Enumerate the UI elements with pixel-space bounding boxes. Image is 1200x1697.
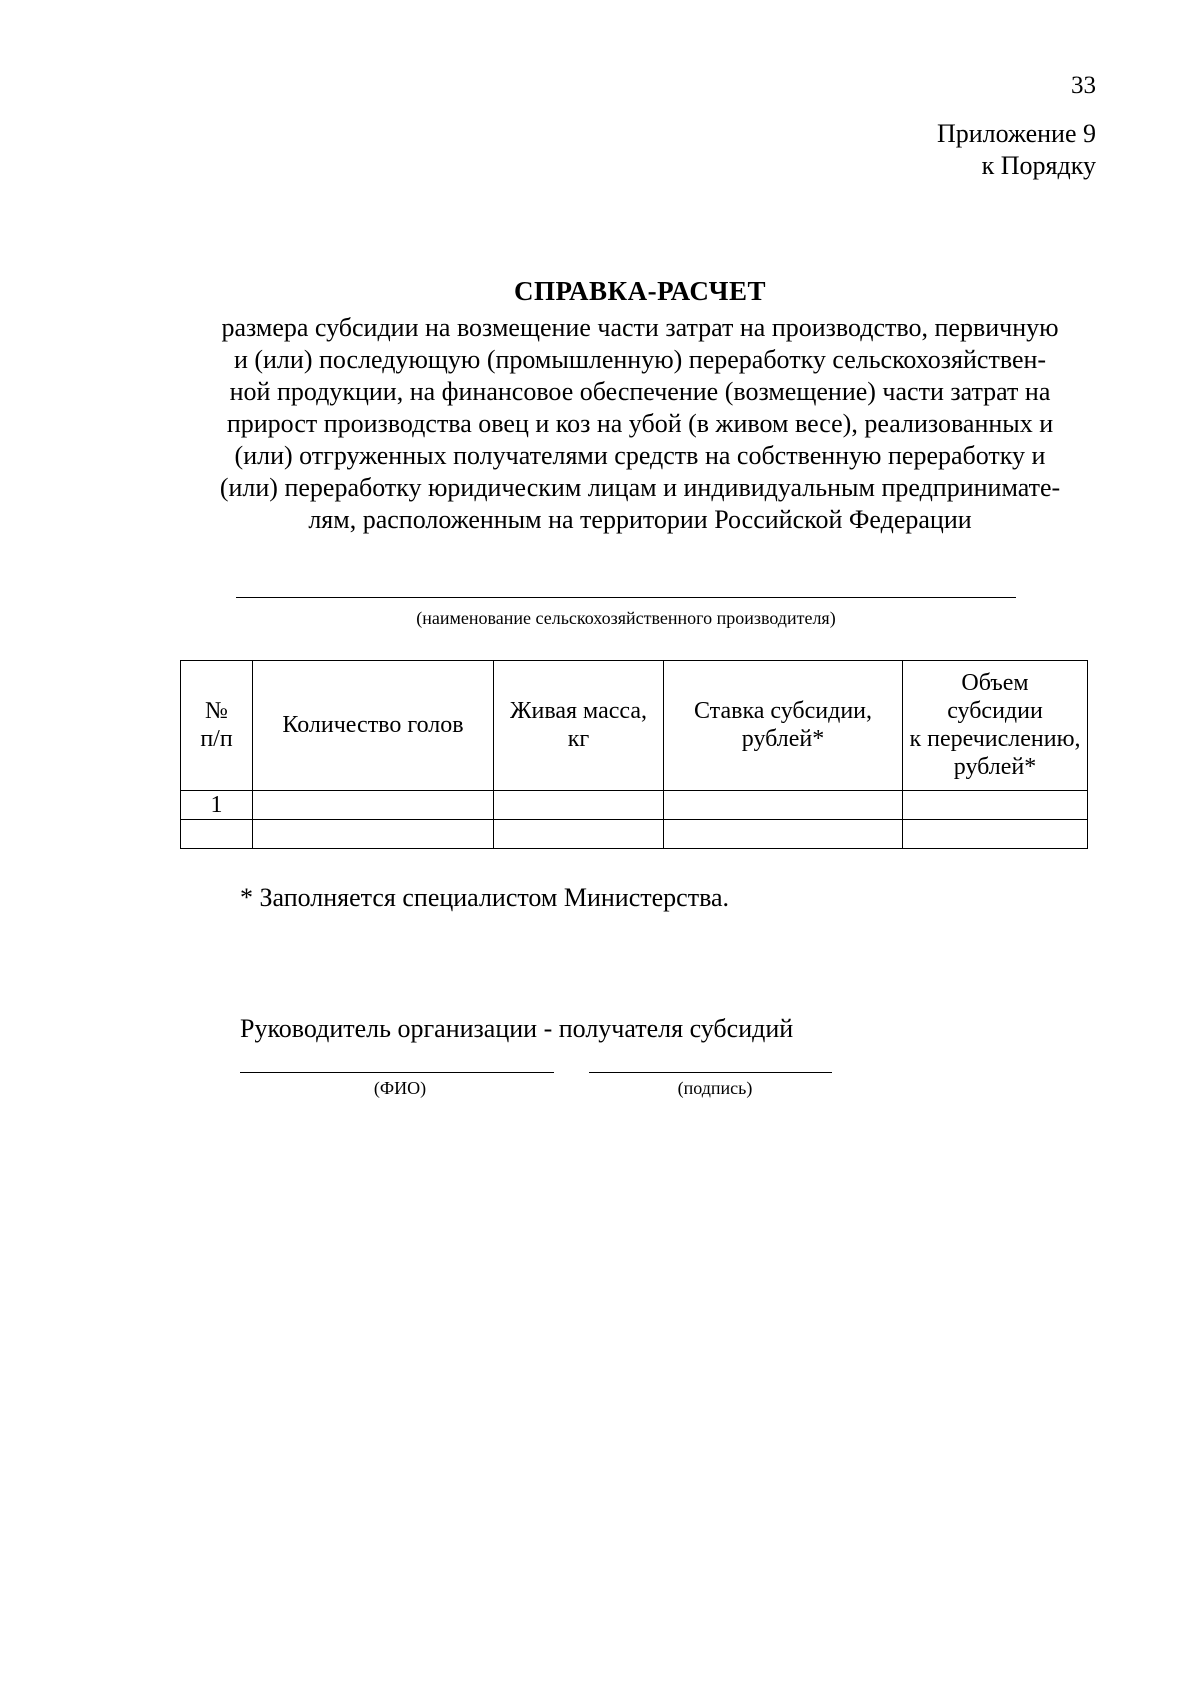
header-text-line: Количество голов bbox=[282, 712, 464, 739]
subtitle-line: и (или) последующую (промышленную) переработку сельскохозяйствен- bbox=[233, 345, 1047, 374]
signature-field[interactable] bbox=[589, 1072, 832, 1073]
header-text-line: субсидии bbox=[947, 698, 1043, 725]
header-text-line: Объем bbox=[961, 670, 1029, 697]
table-row bbox=[181, 790, 1088, 819]
signature-caption: (подпись) bbox=[677, 1078, 753, 1098]
page-number: 33 bbox=[1071, 72, 1096, 99]
appendix-line-2: к Порядку bbox=[981, 151, 1096, 180]
fio-caption: (ФИО) bbox=[373, 1078, 427, 1098]
table-cell[interactable] bbox=[253, 790, 494, 819]
header-cell-number bbox=[181, 661, 253, 791]
table-row bbox=[181, 819, 1088, 848]
subtitle-line: (или) отгруженных получателями средств на собственную переработку и bbox=[234, 441, 1046, 470]
producer-name-caption: (наименование сельскохозяйственного производителя) bbox=[416, 608, 836, 628]
table-cell[interactable] bbox=[494, 790, 664, 819]
header-cell-head-count bbox=[253, 661, 494, 791]
table-header-row bbox=[181, 661, 1088, 791]
header-text-line: п/п bbox=[200, 726, 233, 753]
subtitle-line: (или) переработку юридическим лицам и индивидуальным предпринимате- bbox=[219, 473, 1061, 502]
table-cell[interactable] bbox=[903, 819, 1088, 848]
header-text-line: рублей* bbox=[953, 754, 1037, 781]
subtitle-line: размера субсидии на возмещение части затрат на производство, первичную bbox=[221, 313, 1059, 342]
header-cell-subsidy-rate bbox=[664, 661, 903, 791]
appendix-line-1: Приложение 9 bbox=[936, 119, 1096, 148]
producer-name-field[interactable] bbox=[236, 597, 1016, 598]
footnote: * Заполняется специалистом Министерства. bbox=[240, 883, 730, 912]
header-cell-live-weight bbox=[494, 661, 664, 791]
document-title: СПРАВКА-РАСЧЕТ bbox=[514, 276, 766, 306]
subtitle-line: лям, расположенным на территории Российской Федерации bbox=[308, 505, 972, 534]
header-text-line: Ставка субсидии, bbox=[693, 698, 873, 725]
table-cell[interactable] bbox=[664, 790, 903, 819]
table-cell[interactable]: 1 bbox=[181, 790, 253, 819]
calculation-table bbox=[180, 660, 1088, 849]
header-text-line: № bbox=[205, 698, 228, 725]
signer-label: Руководитель организации - получателя субсидий bbox=[240, 1014, 794, 1043]
document-subtitle bbox=[150, 312, 1130, 536]
table-cell[interactable] bbox=[664, 819, 903, 848]
subtitle-line: ной продукции, на финансовое обеспечение (возмещение) части затрат на bbox=[229, 377, 1051, 406]
header-text-line: рублей* bbox=[741, 726, 825, 753]
table-cell[interactable] bbox=[181, 819, 253, 848]
header-text-line: кг bbox=[567, 726, 590, 753]
table-cell[interactable] bbox=[253, 819, 494, 848]
table-cell[interactable] bbox=[903, 790, 1088, 819]
appendix-reference bbox=[780, 118, 1096, 182]
fio-signature-field[interactable] bbox=[240, 1072, 554, 1073]
table-cell[interactable] bbox=[494, 819, 664, 848]
subtitle-line: прирост производства овец и коз на убой (в живом весе), реализованных и bbox=[226, 409, 1054, 438]
header-cell-subsidy-amount bbox=[903, 661, 1088, 791]
header-text-line: к перечислению, bbox=[909, 726, 1081, 753]
header-text-line: Живая масса, bbox=[510, 698, 647, 725]
